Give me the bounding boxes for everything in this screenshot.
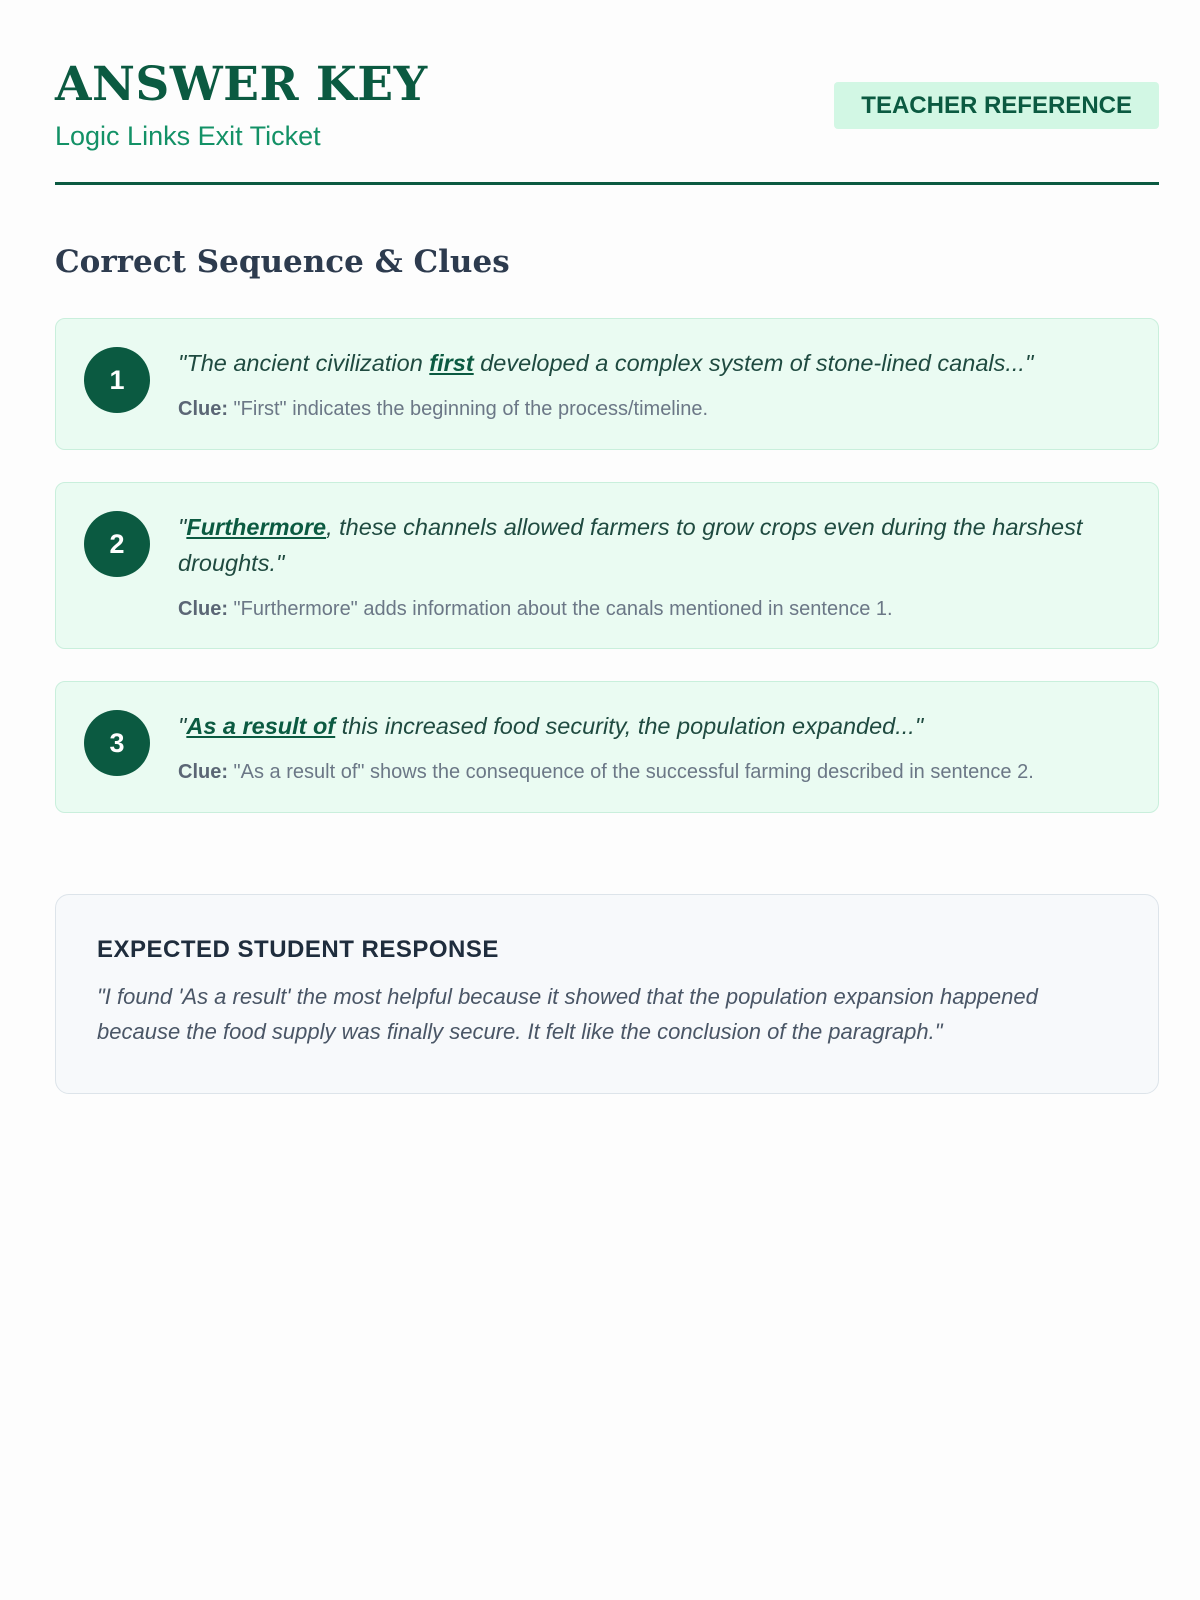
sentence-quote	[178, 345, 1118, 381]
sentence-quote	[178, 509, 1118, 581]
clue-label: Clue:	[178, 398, 228, 420]
quote-text: "	[178, 514, 187, 540]
clue-text: "As a result of" shows the consequence of the successful farming described in sentence 2.	[228, 761, 1034, 783]
quote-text: "The ancient civilization	[178, 350, 430, 376]
step-number-badge: 1	[84, 347, 150, 413]
expected-response-box	[55, 894, 1159, 1094]
clue-line	[178, 394, 1128, 424]
step-number-badge: 3	[84, 710, 150, 776]
clue-line	[178, 757, 1128, 787]
quote-text: "	[178, 713, 187, 739]
quote-text: this increased food security, the population expanded..."	[335, 713, 924, 739]
transition-keyword: first	[429, 350, 474, 376]
transition-keyword: As a result of	[186, 713, 336, 739]
clue-text: "Furthermore" adds information about the canals mentioned in sentence 1.	[228, 598, 893, 620]
quote-text: developed a complex system of stone-lined canals..."	[473, 350, 1034, 376]
sentence-quote	[178, 708, 1118, 744]
clue-label: Clue:	[178, 761, 228, 783]
section-heading: Correct Sequence & Clues	[55, 244, 510, 280]
page-header	[55, 55, 1159, 185]
clue-label: Clue:	[178, 598, 228, 620]
sequence-card-3	[55, 681, 1159, 813]
clue-line	[178, 594, 1128, 624]
expected-response-text: "I found 'As a result' the most helpful because it showed that the population expansion happened because the food supply was finally secure. It felt like the conclusion of the paragraph."	[97, 984, 1038, 1044]
expected-response-heading: EXPECTED STUDENT RESPONSE	[97, 936, 499, 963]
sequence-card-2	[55, 482, 1159, 649]
step-number-badge: 2	[84, 511, 150, 577]
teacher-reference-badge: TEACHER REFERENCE	[834, 82, 1159, 129]
clue-text: "First" indicates the beginning of the process/timeline.	[228, 398, 708, 420]
quote-text: , these channels allowed farmers to grow crops even during the harshest droughts."	[178, 514, 1083, 576]
page-title: ANSWER KEY	[55, 57, 428, 112]
page-subtitle: Logic Links Exit Ticket	[55, 121, 321, 151]
sequence-card-1	[55, 318, 1159, 450]
transition-keyword: Furthermore	[186, 514, 327, 540]
